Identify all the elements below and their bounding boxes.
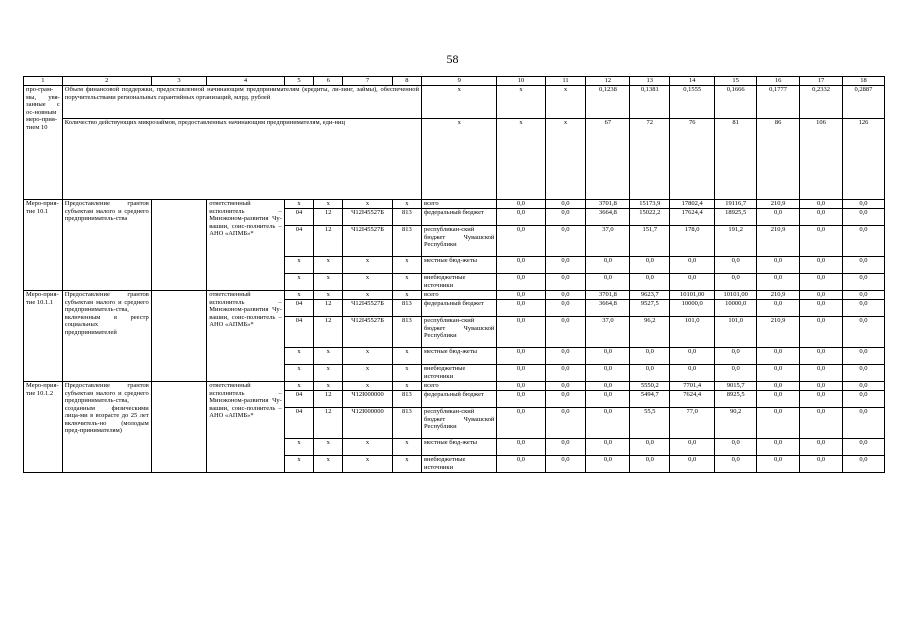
funding-value: 0,0 [497,291,545,300]
funding-value: 0,0 [800,226,843,257]
funding-value: 0,0 [630,456,670,473]
funding-value: 0,0 [757,348,800,365]
code-expense-type: 813 [392,300,421,317]
funding-value: 0,0 [497,365,545,382]
funding-value: 0,0 [715,257,757,274]
funding-value: 0,0 [800,274,843,291]
funding-value: 10000,0 [715,300,757,317]
code-section: 12 [314,317,343,348]
indicator-row [24,86,885,119]
funding-value: 10101,00 [670,291,715,300]
program-table [23,76,885,473]
code-grbs: 04 [284,226,313,257]
funding-value: 7624,4 [670,391,715,408]
code-expense-type: 813 [392,317,421,348]
column-number: 17 [800,77,843,86]
funding-value: 5494,7 [630,391,670,408]
indicator-value: 0,2887 [842,86,884,119]
code-target-article: Ч12I000000 [343,391,392,408]
funding-value: 0,0 [757,274,800,291]
code-grbs: x [284,200,313,209]
code-target-article: x [343,274,392,291]
code-grbs: x [284,365,313,382]
funding-value: 3701,8 [586,291,630,300]
indicator-value: 0,1555 [670,86,715,119]
code-grbs: 04 [284,209,313,226]
funding-value: 0,0 [545,439,586,456]
funding-value: 0,0 [800,300,843,317]
code-expense-type: x [392,382,421,391]
event-executor: ответственный исполнитель – Минэконом-развития Чу-вашии, соис-полнитель – АНО «АПМБ»* [207,382,285,473]
code-expense-type: x [392,348,421,365]
funding-value: 0,0 [800,365,843,382]
indicator-value: 0,1381 [630,86,670,119]
table-body [24,77,885,473]
code-target-article: x [343,348,392,365]
funding-value: 3664,8 [586,209,630,226]
funding-source: внебюджетные источники [421,456,496,473]
funding-value: 15022,2 [630,209,670,226]
funding-value: 0,0 [757,209,800,226]
funding-value: 10101,00 [715,291,757,300]
funding-value: 178,0 [670,226,715,257]
funding-value: 0,0 [842,348,884,365]
column-number: 18 [842,77,884,86]
funding-value: 0,0 [715,365,757,382]
funding-source: внебюджетные источники [421,274,496,291]
indicator-value: x [421,119,496,200]
funding-row [24,291,885,300]
funding-value: 0,0 [586,348,630,365]
funding-value: 0,0 [545,200,586,209]
column-number: 16 [757,77,800,86]
funding-value: 0,0 [497,300,545,317]
funding-value: 0,0 [586,456,630,473]
funding-value: 0,0 [842,209,884,226]
code-section: 12 [314,300,343,317]
funding-value: 0,0 [545,317,586,348]
column-number: 8 [392,77,421,86]
funding-value: 0,0 [497,226,545,257]
funding-value: 0,0 [800,257,843,274]
funding-value: 9015,7 [715,382,757,391]
code-grbs: x [284,456,313,473]
funding-value: 0,0 [842,200,884,209]
event-name: Предоставление грантов субъектам малого и среднего предприниматель-ства, созданным физическими лица-ми в возрасте до 25 лет включитель-но (молодым пред-принимателям) [62,382,151,473]
code-section: 12 [314,408,343,439]
funding-value: 9623,7 [630,291,670,300]
event-label: Меро-прия-тие 10.1 [24,200,63,291]
column-number: 13 [630,77,670,86]
code-expense-type: x [392,274,421,291]
code-grbs: 04 [284,300,313,317]
code-expense-type: x [392,456,421,473]
funding-value: 0,0 [586,274,630,291]
code-section: x [314,456,343,473]
indicator-value: 0,1666 [715,86,757,119]
funding-value: 0,0 [800,209,843,226]
funding-value: 0,0 [842,408,884,439]
event-label: Меро-прия-тие 10.1.2 [24,382,63,473]
funding-value: 0,0 [545,300,586,317]
funding-value: 0,0 [757,456,800,473]
code-grbs: x [284,439,313,456]
code-grbs: 04 [284,317,313,348]
funding-value: 0,0 [715,348,757,365]
code-expense-type: 813 [392,408,421,439]
indicator-value: 67 [586,119,630,200]
event-executor: ответственный исполнитель – Минэконом-развития Чу-вашии, соис-полнитель – АНО «АПМБ»* [207,291,285,382]
funding-value: 0,0 [842,291,884,300]
funding-value: 0,0 [545,257,586,274]
indicator-text: Объем финансовой поддержки, предоставленной начинающим предпринимателям (кредиты, ли-зинг, займы), обеспеченной поручительствами региональных гарантийных организаций, млрд. рублей [62,86,421,119]
code-target-article: x [343,456,392,473]
funding-value: 101,0 [670,317,715,348]
funding-source: федеральный бюджет [421,300,496,317]
code-target-article: Ч12I45527Б [343,300,392,317]
funding-source: республикан-ский бюджет Чувашской Республики [421,317,496,348]
indicator-value: 0,1238 [586,86,630,119]
code-target-article: x [343,439,392,456]
column-number: 12 [586,77,630,86]
code-section: x [314,365,343,382]
funding-value: 0,0 [757,439,800,456]
funding-value: 151,7 [630,226,670,257]
code-target-article: Ч12I45527Б [343,209,392,226]
funding-value: 0,0 [630,348,670,365]
funding-source: республикан-ский бюджет Чувашской Республики [421,226,496,257]
funding-value: 3664,8 [586,300,630,317]
indicator-value: 0,1777 [757,86,800,119]
code-section: x [314,257,343,274]
funding-source: местные бюд-жеты [421,257,496,274]
code-section: 12 [314,226,343,257]
column-number: 11 [545,77,586,86]
funding-value: 90,2 [715,408,757,439]
funding-row [24,200,885,209]
code-target-article: Ч12I000000 [343,408,392,439]
funding-source: внебюджетные источники [421,365,496,382]
code-section: x [314,291,343,300]
funding-value: 0,0 [670,365,715,382]
indicator-text: Количество действующих микрозаймов, предоставленных начинающим предпринимателям, еди-ниц [62,119,421,200]
funding-value: 0,0 [497,391,545,408]
column-number: 15 [715,77,757,86]
funding-value: 191,2 [715,226,757,257]
funding-source: республикан-ский бюджет Чувашской Республики [421,408,496,439]
funding-value: 0,0 [545,365,586,382]
code-grbs: x [284,274,313,291]
funding-value: 0,0 [630,365,670,382]
code-target-article: x [343,365,392,382]
funding-value: 10000,0 [670,300,715,317]
funding-value: 37,0 [586,317,630,348]
funding-value: 0,0 [630,274,670,291]
event-executor: ответственный исполнитель – Минэконом-развития Чу-вашии, соис-полнитель – АНО «АПМБ»* [207,200,285,291]
funding-source: федеральный бюджет [421,391,496,408]
code-expense-type: x [392,257,421,274]
code-expense-type: x [392,365,421,382]
funding-value: 17802,4 [670,200,715,209]
column-number: 14 [670,77,715,86]
funding-value: 0,0 [545,382,586,391]
funding-value: 0,0 [545,226,586,257]
funding-value: 0,0 [757,382,800,391]
funding-source: всего [421,200,496,209]
funding-value: 0,0 [757,257,800,274]
funding-value: 0,0 [545,348,586,365]
column-number-row [24,77,885,86]
funding-value: 0,0 [800,200,843,209]
funding-value: 0,0 [757,408,800,439]
funding-value: 0,0 [497,382,545,391]
code-expense-type: 813 [392,226,421,257]
funding-value: 0,0 [715,274,757,291]
indicator-value: 76 [670,119,715,200]
funding-value: 0,0 [497,257,545,274]
code-target-article: Ч12I45527Б [343,317,392,348]
funding-value: 0,0 [630,439,670,456]
funding-value: 0,0 [497,200,545,209]
code-expense-type: 813 [392,209,421,226]
funding-value: 0,0 [586,439,630,456]
funding-value: 0,0 [800,408,843,439]
column-number: 9 [421,77,496,86]
indicator-value: 86 [757,119,800,200]
funding-value: 101,0 [715,317,757,348]
event-target-cell [151,200,207,291]
funding-value: 0,0 [842,391,884,408]
indicator-value: 81 [715,119,757,200]
column-number: 2 [62,77,151,86]
funding-value: 0,0 [800,391,843,408]
funding-value: 0,0 [545,291,586,300]
funding-value: 0,0 [800,348,843,365]
column-number: 5 [284,77,313,86]
column-number: 7 [343,77,392,86]
funding-value: 0,0 [545,408,586,439]
code-expense-type: x [392,291,421,300]
code-target-article: x [343,200,392,209]
funding-source: местные бюд-жеты [421,348,496,365]
code-section: x [314,348,343,365]
funding-value: 0,0 [842,317,884,348]
funding-value: 0,0 [497,408,545,439]
funding-row [24,382,885,391]
funding-value: 0,0 [545,391,586,408]
funding-value: 19116,7 [715,200,757,209]
funding-value: 18925,5 [715,209,757,226]
code-target-article: x [343,257,392,274]
code-expense-type: 813 [392,391,421,408]
funding-value: 0,0 [800,291,843,300]
funding-value: 0,0 [757,365,800,382]
funding-value: 0,0 [497,274,545,291]
funding-value: 0,0 [842,300,884,317]
funding-value: 0,0 [800,456,843,473]
funding-value: 55,5 [630,408,670,439]
funding-value: 0,0 [670,348,715,365]
event-name: Предоставление грантов субъектам малого и среднего предприниматель-ства, включенным в реестр социальных предпринимателей [62,291,151,382]
funding-value: 0,0 [670,274,715,291]
code-grbs: 04 [284,408,313,439]
funding-value: 0,0 [842,382,884,391]
indicator-value: 0,2332 [800,86,843,119]
code-grbs: x [284,291,313,300]
code-section: x [314,439,343,456]
event-target-cell [151,382,207,473]
funding-value: 0,0 [670,456,715,473]
funding-value: 0,0 [497,209,545,226]
indicator-value: x [545,86,586,119]
funding-source: всего [421,382,496,391]
code-section: x [314,274,343,291]
code-target-article: x [343,382,392,391]
funding-value: 7701,4 [670,382,715,391]
funding-value: 0,0 [586,391,630,408]
event-target-cell [151,291,207,382]
funding-value: 17624,4 [670,209,715,226]
funding-value: 0,0 [800,317,843,348]
funding-value: 0,0 [757,391,800,408]
funding-value: 0,0 [586,257,630,274]
funding-value: 0,0 [842,274,884,291]
column-number: 10 [497,77,545,86]
code-expense-type: x [392,200,421,209]
indicator-value: 126 [842,119,884,200]
indicator-row [24,119,885,200]
funding-value: 0,0 [842,439,884,456]
funding-value: 77,0 [670,408,715,439]
funding-value: 0,0 [497,456,545,473]
funding-value: 0,0 [497,439,545,456]
funding-value: 0,0 [715,439,757,456]
funding-source: всего [421,291,496,300]
funding-value: 0,0 [842,456,884,473]
funding-value: 0,0 [545,209,586,226]
funding-value: 0,0 [497,317,545,348]
funding-value: 0,0 [497,348,545,365]
event-name: Предоставление грантов субъектам малого и среднего предприниматель-ства [62,200,151,291]
funding-value: 15173,9 [630,200,670,209]
funding-value: 0,0 [670,439,715,456]
indicator-value: x [421,86,496,119]
funding-source: федеральный бюджет [421,209,496,226]
funding-value: 210,9 [757,291,800,300]
indicator-value: x [497,86,545,119]
funding-value: 0,0 [800,382,843,391]
funding-value: 0,0 [586,365,630,382]
funding-value: 0,0 [586,382,630,391]
column-number: 3 [151,77,207,86]
funding-value: 8925,5 [715,391,757,408]
funding-value: 0,0 [670,257,715,274]
page-number: 58 [446,52,459,66]
funding-source: местные бюд-жеты [421,439,496,456]
indicator-value: 72 [630,119,670,200]
funding-value: 9527,5 [630,300,670,317]
program-label: про-грам-мы, увя-занные с ос-новным меро-прия-тием 10 [24,86,63,200]
code-target-article: Ч12I45527Б [343,226,392,257]
funding-value: 0,0 [545,274,586,291]
funding-value: 37,0 [586,226,630,257]
column-number: 6 [314,77,343,86]
code-grbs: x [284,348,313,365]
code-target-article: x [343,291,392,300]
funding-value: 5550,2 [630,382,670,391]
funding-value: 3701,8 [586,200,630,209]
funding-value: 0,0 [800,439,843,456]
code-grbs: x [284,257,313,274]
code-grbs: 04 [284,391,313,408]
funding-value: 0,0 [545,456,586,473]
funding-value: 0,0 [757,300,800,317]
code-expense-type: x [392,439,421,456]
funding-value: 0,0 [715,456,757,473]
funding-value: 0,0 [586,408,630,439]
funding-value: 0,0 [630,257,670,274]
code-section: 12 [314,391,343,408]
funding-value: 210,9 [757,200,800,209]
funding-value: 0,0 [842,365,884,382]
code-section: x [314,200,343,209]
event-label: Меро-прия-тие 10.1.1 [24,291,63,382]
indicator-value: 106 [800,119,843,200]
funding-value: 210,9 [757,317,800,348]
funding-value: 0,0 [842,226,884,257]
column-number: 4 [207,77,285,86]
funding-value: 96,2 [630,317,670,348]
column-number: 1 [24,77,63,86]
code-section: 12 [314,209,343,226]
indicator-value: x [545,119,586,200]
code-grbs: x [284,382,313,391]
funding-value: 210,9 [757,226,800,257]
funding-value: 0,0 [842,257,884,274]
indicator-value: x [497,119,545,200]
code-section: x [314,382,343,391]
